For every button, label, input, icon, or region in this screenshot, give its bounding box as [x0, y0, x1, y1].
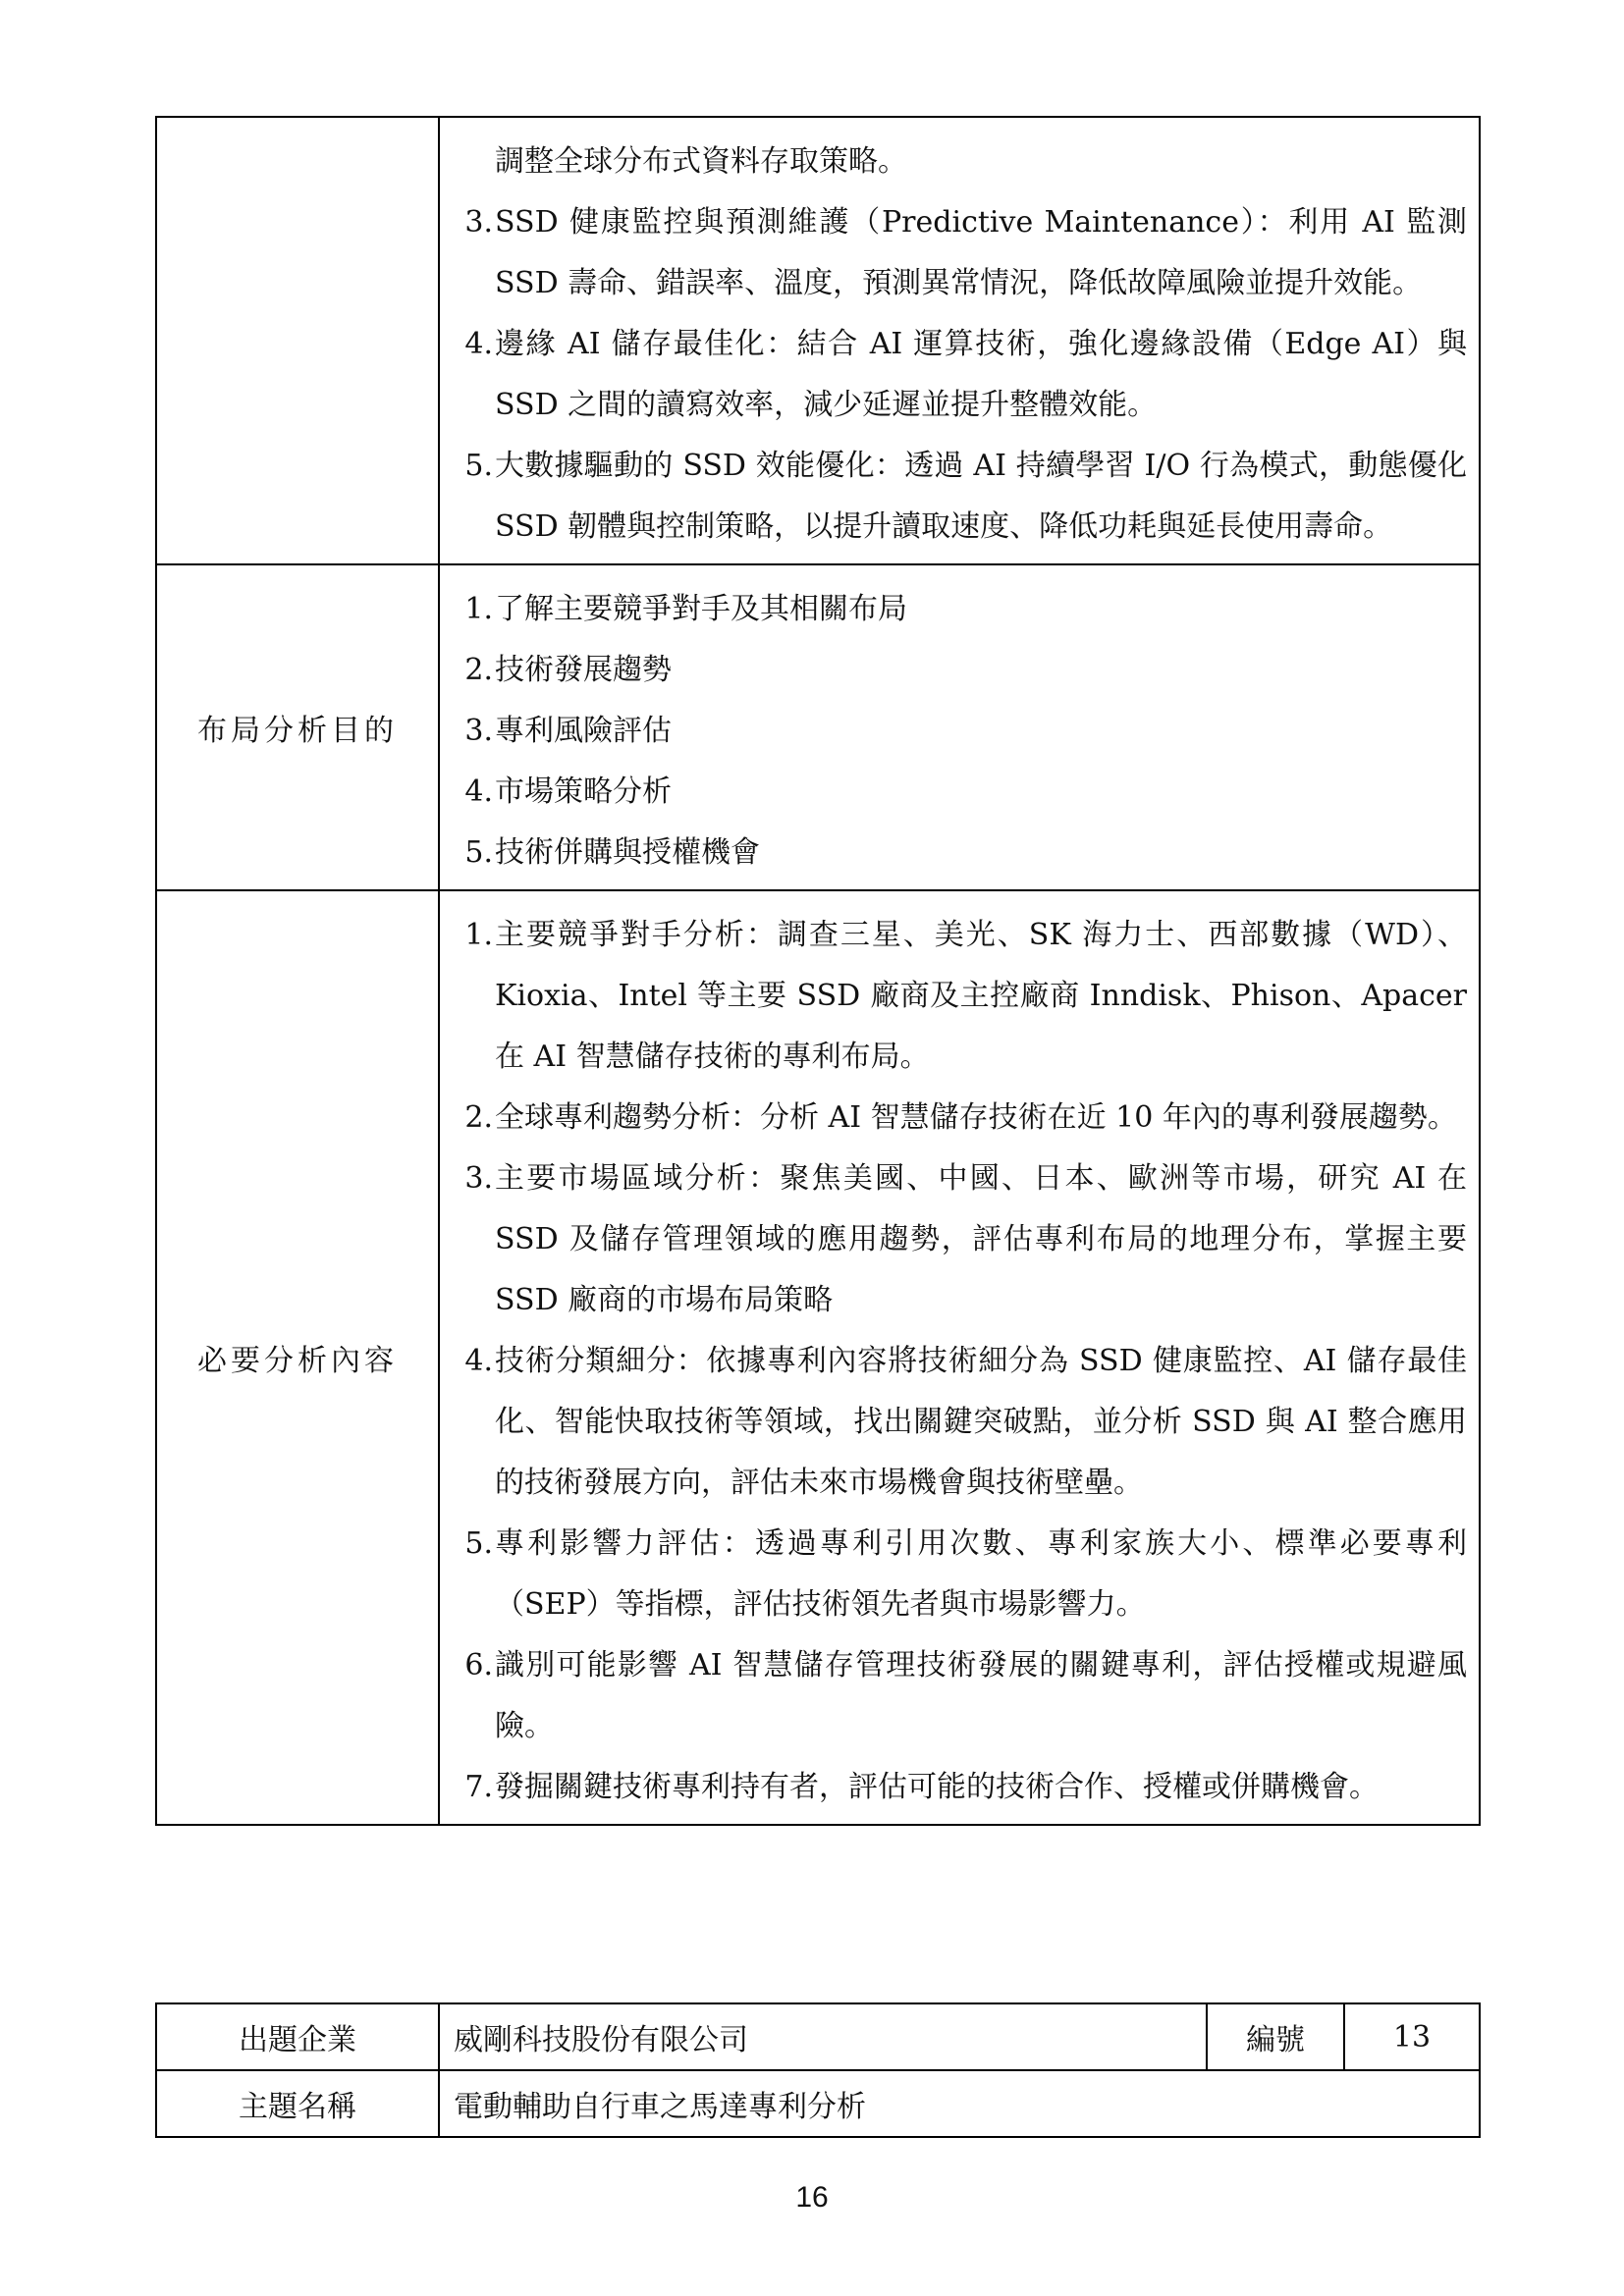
table-row	[156, 2003, 1480, 2070]
company-value: 威剛科技股份有限公司	[439, 2003, 1207, 2070]
requirements-table	[155, 116, 1481, 1826]
list-item: 5. 專利影響力評估：透過專利引用次數、專利家族大小、標準必要專利（SEP）等指標，評估技術領先者與市場影響力。	[464, 1526, 1467, 1622]
list-item: 3. 主要市場區域分析：聚焦美國、中國、日本、歐洲等市場，研究 AI 在 SSD 及儲存管理領域的應用趨勢，評估專利布局的地理分布，掌握主要 SSD 廠商的市場布局策略	[464, 1161, 1467, 1317]
table-row	[156, 117, 1480, 564]
list-item: 3. SSD 健康監控與預測維護（Predictive Maintenance）：利用 AI 監測 SSD 壽命、錯誤率、溫度，預測異常情況，降低故障風險並提升效能。	[464, 205, 1467, 300]
table-row	[156, 2070, 1480, 2137]
list-item: 5. 技術併購與授權機會	[464, 835, 760, 870]
number-label: 編號	[1207, 2003, 1344, 2070]
topic-value: 電動輔助自行車之馬達專利分析	[439, 2070, 1480, 2137]
row-label-layout-purpose: 布局分析目的	[156, 564, 439, 890]
list-item: 1. 主要競爭對手分析：調查三星、美光、SK 海力士、西部數據（WD）、Kioxia、Intel 等主要 SSD 廠商及主控廠商 Inndisk、Phison、Apacer 在 AI 智慧儲存技術的專利布局。	[464, 918, 1467, 1074]
continuation-text: 調整全球分布式資料存取策略。	[495, 144, 907, 179]
topic-table	[155, 2002, 1481, 2138]
company-label: 出題企業	[156, 2003, 439, 2070]
list-item: 2. 技術發展趨勢	[464, 653, 672, 687]
list-item: 7. 發掘關鍵技術專利持有者，評估可能的技術合作、授權或併購機會。	[464, 1770, 1379, 1804]
row-label-required-analysis: 必要分析內容	[156, 890, 439, 1825]
topic-label: 主題名稱	[156, 2070, 439, 2137]
page-number: 16	[795, 2181, 829, 2214]
row-content	[439, 890, 1480, 1825]
table-row	[156, 890, 1480, 1825]
row-content	[439, 117, 1480, 564]
number-value: 13	[1344, 2003, 1480, 2070]
list-item: 4. 邊緣 AI 儲存最佳化：結合 AI 運算技術，強化邊緣設備（Edge AI）與 SSD 之間的讀寫效率，減少延遲並提升整體效能。	[464, 327, 1467, 422]
row-label	[156, 117, 439, 564]
list-item: 6. 識別可能影響 AI 智慧儲存管理技術發展的關鍵專利，評估授權或規避風險。	[464, 1648, 1467, 1743]
list-item: 4. 技術分類細分：依據專利內容將技術細分為 SSD 健康監控、AI 儲存最佳化、智能快取技術等領域，找出關鍵突破點，並分析 SSD 與 AI 整合應用的技術發展方向，評估未來市場機會與技術壁壘。	[464, 1344, 1467, 1500]
list-item: 5. 大數據驅動的 SSD 效能優化：透過 AI 持續學習 I/O 行為模式，動態優化 SSD 韌體與控制策略，以提升讀取速度、降低功耗與延長使用壽命。	[464, 449, 1467, 544]
row-content	[439, 564, 1480, 890]
list-item: 2. 全球專利趨勢分析：分析 AI 智慧儲存技術在近 10 年內的專利發展趨勢。	[464, 1100, 1457, 1135]
table-row	[156, 564, 1480, 890]
list-item: 4. 市場策略分析	[464, 774, 672, 809]
list-item: 3. 專利風險評估	[464, 714, 672, 748]
list-item: 1. 了解主要競爭對手及其相關布局	[464, 592, 907, 626]
